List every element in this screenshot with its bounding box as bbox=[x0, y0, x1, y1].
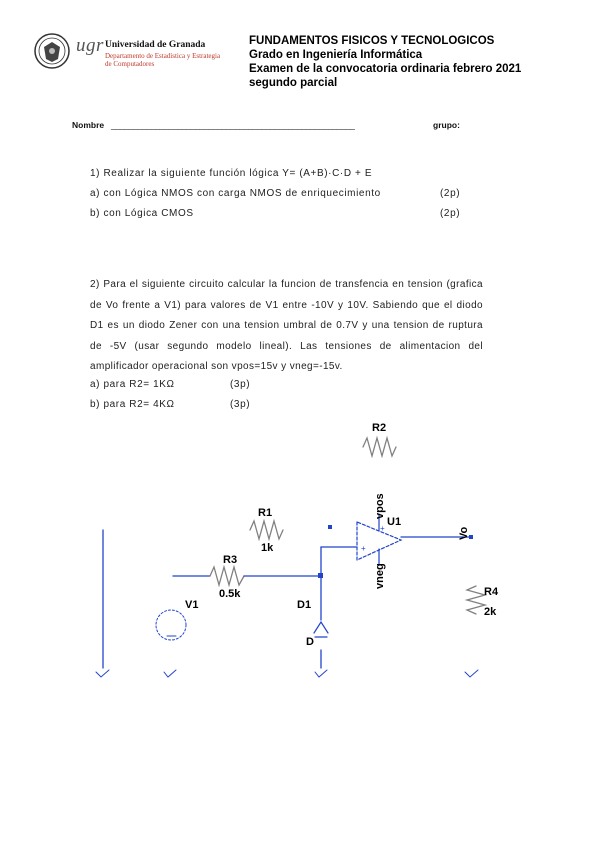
d1-pin-label: D bbox=[306, 636, 314, 648]
question1-part-a: a) con Lógica NMOS con carga NMOS de enriquecimiento bbox=[90, 188, 381, 199]
question2-part-b-points: (3p) bbox=[230, 399, 251, 410]
exam-part: segundo parcial bbox=[249, 77, 338, 89]
r1-resistor-icon bbox=[250, 521, 283, 539]
r1-value: 1k bbox=[261, 542, 274, 554]
r4-resistor-icon bbox=[467, 586, 485, 614]
r4-value: 2k bbox=[484, 606, 497, 618]
question1-part-b: b) con Lógica CMOS bbox=[90, 208, 194, 219]
r4-label: R4 bbox=[484, 586, 499, 598]
r3-resistor-icon bbox=[210, 567, 244, 585]
exam-title: Examen de la convocatoria ordinaria febrero 2021 bbox=[249, 63, 522, 75]
degree-title: Grado en Ingeniería Informática bbox=[249, 49, 423, 61]
d1-label: D1 bbox=[297, 599, 312, 611]
name-blank-line: _______________________________________________________ bbox=[111, 120, 355, 130]
r4-ground-icon bbox=[465, 670, 478, 677]
vpos-plus-sign: + bbox=[380, 524, 385, 533]
left-ground-icon bbox=[96, 670, 109, 677]
name-label: Nombre bbox=[72, 120, 105, 130]
group-label: grupo: bbox=[433, 120, 460, 130]
stray-pin-dot bbox=[328, 525, 332, 529]
question2-part-a: a) para R2= 1KΩ bbox=[90, 379, 175, 390]
d1-diode-icon bbox=[314, 622, 328, 637]
r2-label: R2 bbox=[372, 422, 387, 434]
course-title: FUNDAMENTOS FISICOS Y TECNOLOGICOS bbox=[249, 35, 495, 47]
question1-part-b-points: (2p) bbox=[440, 208, 461, 219]
v1-ground-icon bbox=[164, 670, 176, 677]
university-name: Universidad de Granada bbox=[105, 40, 206, 50]
question1-part-a-points: (2p) bbox=[440, 188, 461, 199]
r2-resistor-icon bbox=[363, 438, 396, 456]
v1-label: V1 bbox=[185, 599, 199, 611]
vpos-label: vpos bbox=[374, 493, 386, 519]
r3-label: R3 bbox=[223, 554, 238, 566]
question2-statement: 2) Para el siguiente circuito calcular la funcion de transfencia en tension (grafica de Vo frente a V1) para valores de V1 entre -10V y 10V. Sabiendo que el diodo D1 es un diodo Zener con una tension umbral de 0.7V y una tension de ruptura de -5V (usar segundo modelo lineal). Las tensiones de alimentacion del amplificador operacional son vpos=15v y vneg=-15v. bbox=[90, 279, 483, 373]
vneg-label: vneg bbox=[374, 563, 386, 589]
question1-statement: 1) Realizar la siguiente función lógica Y= (A+B)·C·D + E bbox=[90, 168, 373, 179]
question2-part-a-points: (3p) bbox=[230, 379, 251, 390]
department-line-1: Departamento de Estadística y Estrategia bbox=[105, 52, 221, 60]
u1-label: U1 bbox=[387, 516, 402, 528]
question2-part-b: b) para R2= 4KΩ bbox=[90, 399, 175, 410]
node-junction-dot bbox=[318, 573, 323, 578]
ugr-logo-text: ugr bbox=[76, 35, 104, 56]
department-line-2: de Computadores bbox=[105, 60, 155, 68]
diode-ground-icon bbox=[315, 670, 327, 677]
vo-label: Vo bbox=[458, 526, 470, 540]
opamp-plus-sign: + bbox=[361, 544, 366, 553]
r1-label: R1 bbox=[258, 507, 273, 519]
r3-value: 0.5k bbox=[219, 588, 241, 600]
